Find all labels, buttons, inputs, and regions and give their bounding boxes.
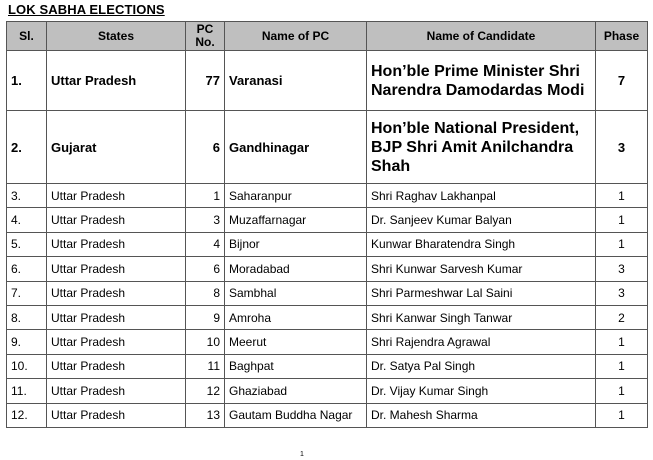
sl-cell: 2.	[7, 111, 47, 184]
pc-no-cell: 1	[186, 184, 225, 208]
sl-cell: 1.	[7, 51, 47, 111]
col-header-sl: Sl.	[7, 22, 47, 51]
phase-cell: 1	[596, 403, 648, 427]
pc-no-cell: 8	[186, 281, 225, 305]
candidate-cell: Dr. Vijay Kumar Singh	[367, 379, 596, 403]
phase-cell: 1	[596, 354, 648, 378]
sl-cell: 7.	[7, 281, 47, 305]
pc-no-cell: 77	[186, 51, 225, 111]
state-cell: Uttar Pradesh	[47, 354, 186, 378]
table-row	[7, 403, 648, 427]
phase-cell: 3	[596, 281, 648, 305]
pc-no-cell: 13	[186, 403, 225, 427]
candidate-cell: Dr. Satya Pal Singh	[367, 354, 596, 378]
state-cell: Uttar Pradesh	[47, 281, 186, 305]
state-cell: Uttar Pradesh	[47, 379, 186, 403]
pc-no-cell: 9	[186, 305, 225, 329]
state-cell: Uttar Pradesh	[47, 305, 186, 329]
pc-name-cell: Gautam Buddha Nagar	[225, 403, 367, 427]
pc-no-cell: 6	[186, 257, 225, 281]
pc-no-cell: 4	[186, 232, 225, 256]
candidates-table	[6, 21, 648, 428]
table-row	[7, 305, 648, 329]
phase-cell: 1	[596, 208, 648, 232]
candidate-cell: Dr. Mahesh Sharma	[367, 403, 596, 427]
pc-name-cell: Ghaziabad	[225, 379, 367, 403]
state-cell: Uttar Pradesh	[47, 257, 186, 281]
state-cell: Uttar Pradesh	[47, 232, 186, 256]
table-row	[7, 208, 648, 232]
candidate-cell: Dr. Sanjeev Kumar Balyan	[367, 208, 596, 232]
pc-name-cell: Saharanpur	[225, 184, 367, 208]
pc-name-cell: Muzaffarnagar	[225, 208, 367, 232]
table-row	[7, 232, 648, 256]
sl-cell: 6.	[7, 257, 47, 281]
table-row	[7, 354, 648, 378]
pc-no-cell: 12	[186, 379, 225, 403]
candidate-cell: Shri Raghav Lakhanpal	[367, 184, 596, 208]
pc-no-cell: 6	[186, 111, 225, 184]
pc-name-cell: Varanasi	[225, 51, 367, 111]
col-header-candidate: Name of Candidate	[367, 22, 596, 51]
pc-name-cell: Bijnor	[225, 232, 367, 256]
candidate-cell: Kunwar Bharatendra Singh	[367, 232, 596, 256]
page-title: LOK SABHA ELECTIONS	[8, 2, 165, 17]
candidate-cell: Shri Rajendra Agrawal	[367, 330, 596, 354]
table-body	[7, 51, 648, 428]
pc-name-cell: Amroha	[225, 305, 367, 329]
state-cell: Uttar Pradesh	[47, 184, 186, 208]
col-header-pc-name: Name of PC	[225, 22, 367, 51]
table-row	[7, 184, 648, 208]
pc-name-cell: Gandhinagar	[225, 111, 367, 184]
state-cell: Uttar Pradesh	[47, 51, 186, 111]
candidate-cell: Shri Kunwar Sarvesh Kumar	[367, 257, 596, 281]
candidate-cell: Hon’ble National President, BJP Shri Amit Anilchandra Shah	[367, 111, 596, 184]
candidate-cell: Hon’ble Prime Minister Shri Narendra Damodardas Modi	[367, 51, 596, 111]
candidate-cell: Shri Kanwar Singh Tanwar	[367, 305, 596, 329]
pc-no-cell: 11	[186, 354, 225, 378]
phase-cell: 1	[596, 379, 648, 403]
state-cell: Gujarat	[47, 111, 186, 184]
page-number: 1	[300, 451, 304, 458]
pc-name-cell: Sambhal	[225, 281, 367, 305]
sl-cell: 8.	[7, 305, 47, 329]
table-row	[7, 51, 648, 111]
sl-cell: 3.	[7, 184, 47, 208]
pc-no-cell: 10	[186, 330, 225, 354]
sl-cell: 4.	[7, 208, 47, 232]
state-cell: Uttar Pradesh	[47, 208, 186, 232]
sl-cell: 12.	[7, 403, 47, 427]
phase-cell: 2	[596, 305, 648, 329]
state-cell: Uttar Pradesh	[47, 403, 186, 427]
sl-cell: 11.	[7, 379, 47, 403]
col-header-states: States	[47, 22, 186, 51]
table-row	[7, 257, 648, 281]
sl-cell: 9.	[7, 330, 47, 354]
table-row	[7, 111, 648, 184]
phase-cell: 1	[596, 232, 648, 256]
candidate-cell: Shri Parmeshwar Lal Saini	[367, 281, 596, 305]
pc-name-cell: Baghpat	[225, 354, 367, 378]
col-header-pc-no: PC No.	[186, 22, 225, 51]
pc-name-cell: Moradabad	[225, 257, 367, 281]
state-cell: Uttar Pradesh	[47, 330, 186, 354]
table-row	[7, 281, 648, 305]
phase-cell: 3	[596, 111, 648, 184]
pc-name-cell: Meerut	[225, 330, 367, 354]
phase-cell: 1	[596, 184, 648, 208]
sl-cell: 10.	[7, 354, 47, 378]
col-header-phase: Phase	[596, 22, 648, 51]
sl-cell: 5.	[7, 232, 47, 256]
table-row	[7, 379, 648, 403]
phase-cell: 3	[596, 257, 648, 281]
phase-cell: 7	[596, 51, 648, 111]
pc-no-cell: 3	[186, 208, 225, 232]
phase-cell: 1	[596, 330, 648, 354]
table-row	[7, 330, 648, 354]
table-header-row	[7, 22, 648, 51]
